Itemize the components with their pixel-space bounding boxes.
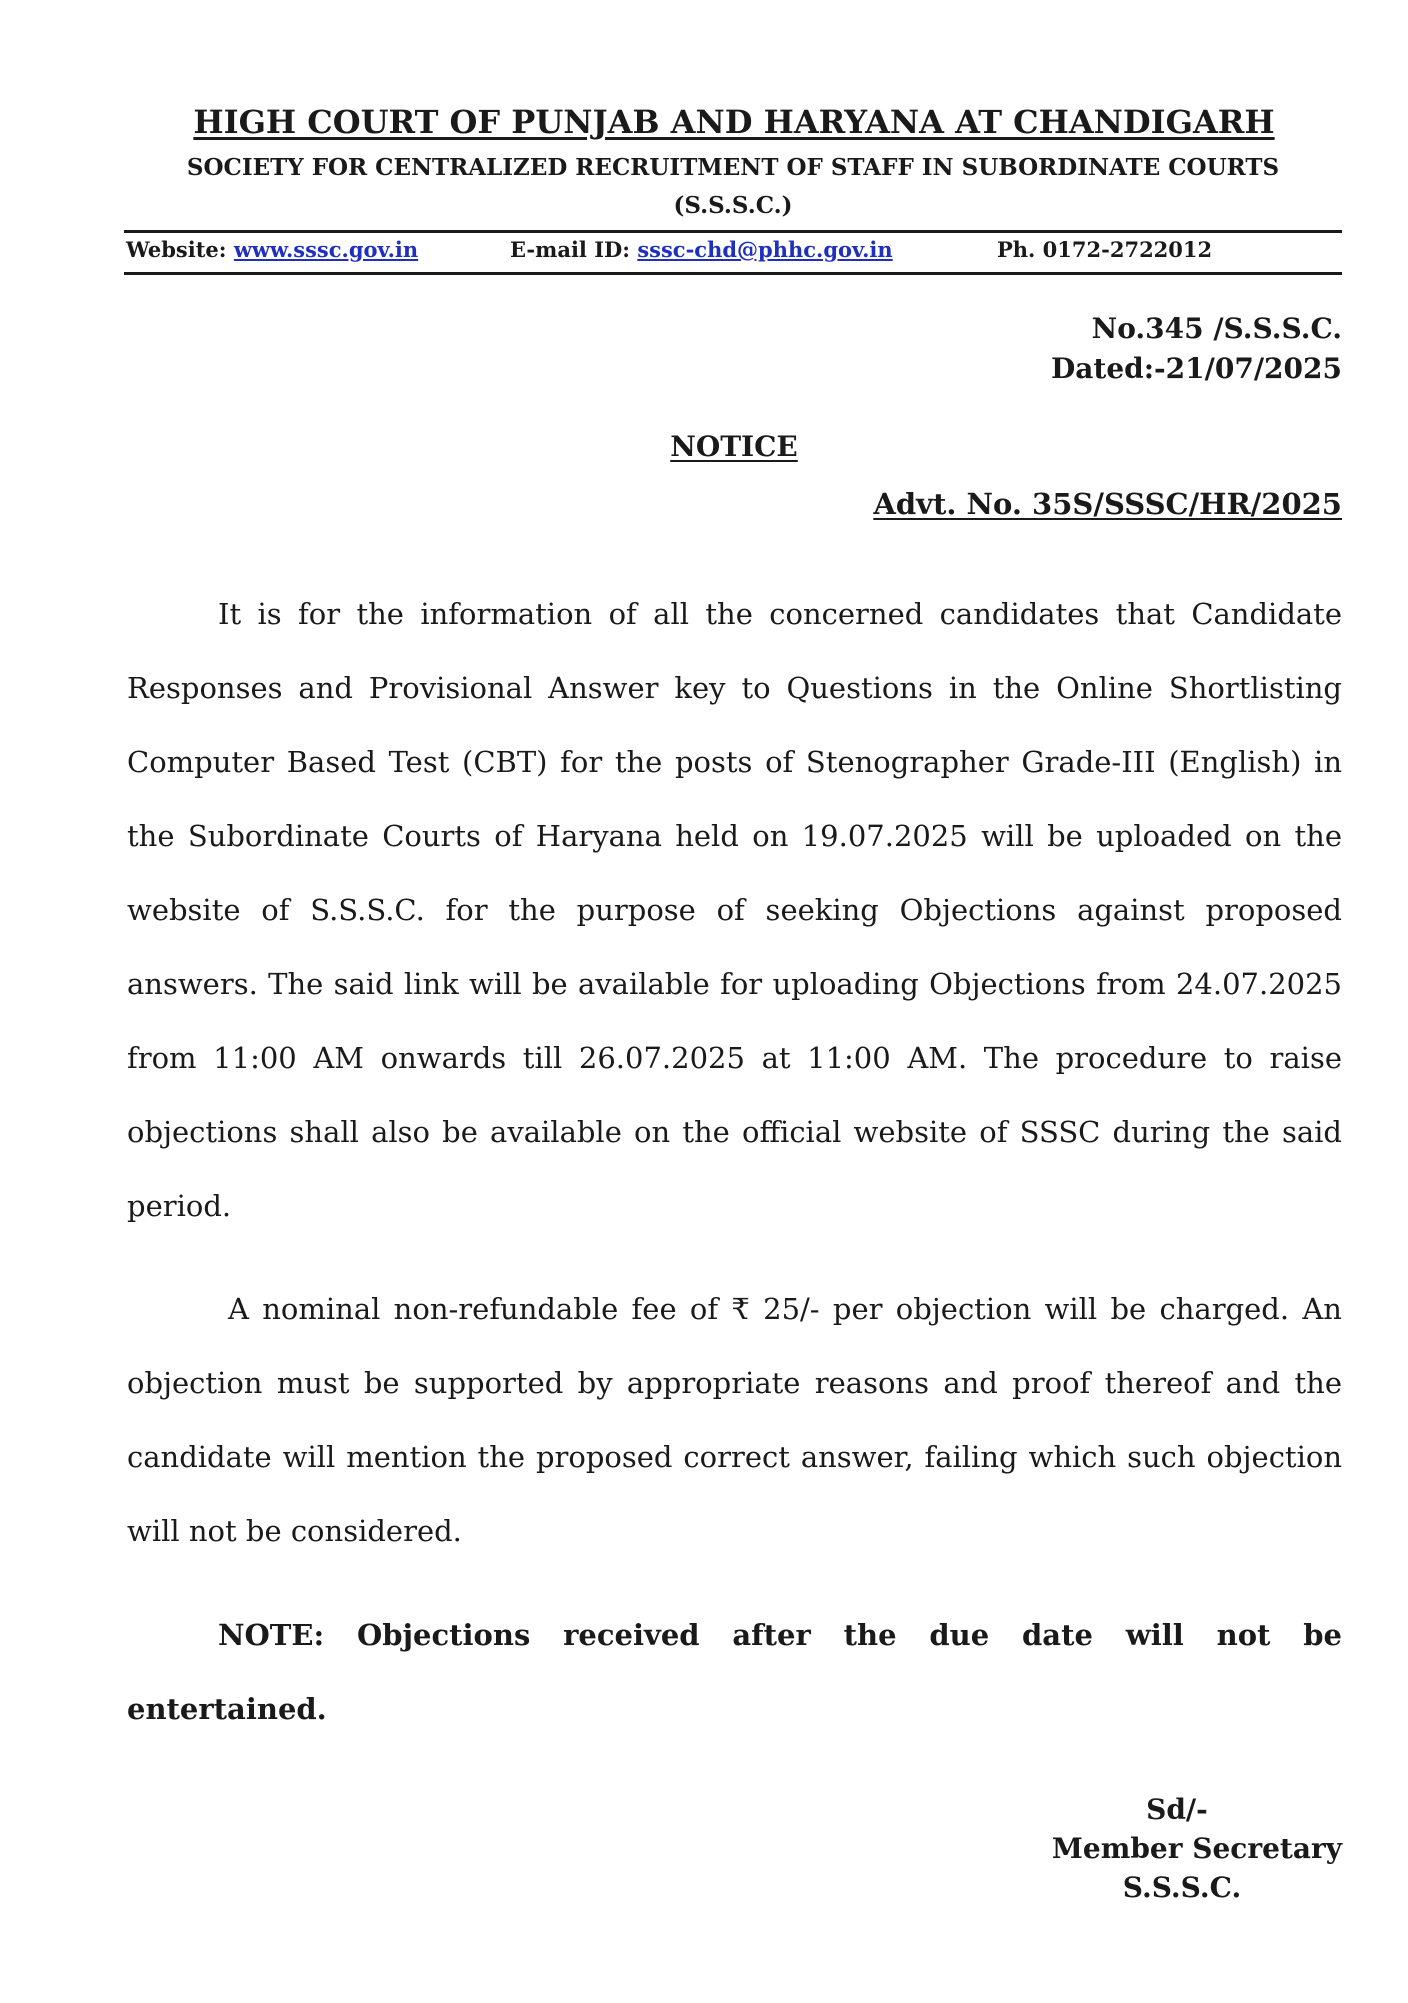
header-rule-top bbox=[124, 230, 1342, 233]
society-name: SOCIETY FOR CENTRALIZED RECRUITMENT OF STAFF IN SUBORDINATE COURTS bbox=[186, 154, 1280, 181]
notice-paragraph-2: A nominal non-refundable fee of ₹ 25/- per objection will be charged. An objection must be supported by appropriate reasons and proof thereof and the candidate will mention the proposed correct answer, failing which such objection will not be considered. bbox=[127, 1292, 1342, 1548]
header-rule-bottom bbox=[124, 272, 1342, 275]
society-abbrev: (S.S.S.C.) bbox=[673, 192, 793, 219]
website-link[interactable]: www.sssc.gov.in bbox=[233, 237, 419, 262]
phone-number: Ph. 0172-2722012 bbox=[997, 237, 1213, 262]
signatory-designation: Member Secretary bbox=[1051, 1832, 1342, 1865]
signatory-org: S.S.S.C. bbox=[1122, 1871, 1242, 1904]
court-title: HIGH COURT OF PUNJAB AND HARYANA AT CHANDIGARH bbox=[193, 103, 1275, 141]
advertisement-number: Advt. No. 35S/SSSC/HR/2025 bbox=[873, 487, 1342, 521]
signature-sd: Sd/- bbox=[1146, 1793, 1208, 1826]
email-label: E-mail ID: bbox=[510, 237, 638, 262]
website-label: Website: bbox=[126, 237, 234, 262]
email-link[interactable]: sssc-chd@phhc.gov.in bbox=[637, 237, 893, 262]
email-line bbox=[510, 237, 893, 262]
signature-block bbox=[1052, 1790, 1342, 1907]
website-line bbox=[126, 237, 418, 262]
notice-heading: NOTICE bbox=[670, 430, 798, 463]
reference-date: Dated:-21/07/2025 bbox=[1050, 352, 1342, 385]
reference-number: No.345 /S.S.S.C. bbox=[1091, 312, 1342, 345]
notice-note: NOTE: Objections received after the due date will not be entertained. bbox=[127, 1618, 1342, 1726]
notice-paragraph-1: It is for the information of all the concerned candidates that Candidate Responses and Provisional Answer key to Questions in the Online Shortlisting Computer Based Test (CBT) for the posts of Stenographer Grade-III (English) in the Subordinate Courts of Haryana held on 19.07.2025 will be uploaded on the website of S.S.S.C. for the purpose of seeking Objections against proposed answers. The said link will be available for uploading Objections from 24.07.2025 from 11:00 AM onwards till 26.07.2025 at 11:00 AM. The procedure to raise objections shall also be available on the official website of SSSC during the said period. bbox=[127, 597, 1342, 1223]
